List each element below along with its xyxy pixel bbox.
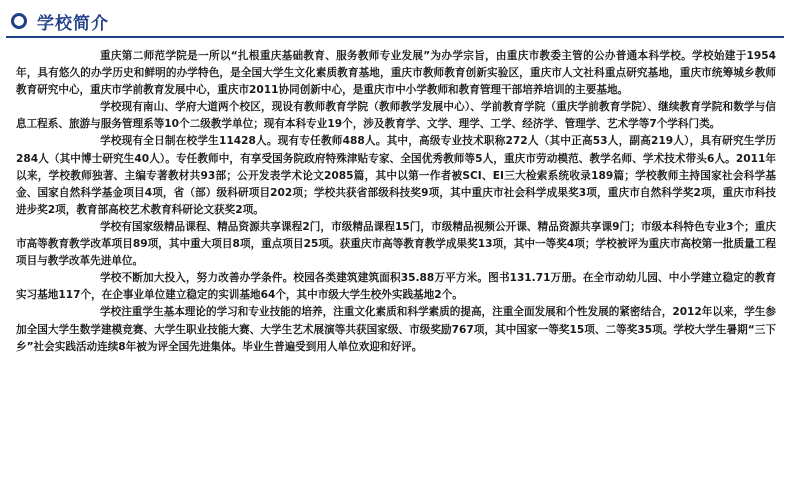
intro-paragraph-overview: 重庆第二师范学院是一所以“扎根重庆基础教育、服务教师专业发展”为办学宗旨，由重庆市教委主管的公办普通本科学校。学校始建于1954年，具有悠久的办学历史和鲜明的办学特色，是全国大学生文化素质教育基地，重庆市教师教育创新实验区，重庆市人文社科重点研究基地，重庆市统筹城乡教师教育研究中心，重庆市学前教育发展中心，重庆市2011协同创新中心，是重庆市中小学教师和教育管理干部培养培训的主要基地。	[16, 50, 776, 97]
intro-paragraph-courses: 学校有国家级精品课程、精品资源共享课程2门，市级精品课程15门，市级精品视频公开课、精品资源共享课9门；市级本科特色专业3个；重庆市高等教育教学改革项目89项，其中重大项目8项，重点项目25项。获重庆市高等教育教学成果奖13项，其中一等奖4项；学校被评为重庆市高校第一批质量工程项目与教学改革先进单位。	[16, 220, 776, 268]
section-title: 学校简介	[37, 14, 109, 34]
intro-paragraph-faculty: 学校现有全日制在校学生11428人。现有专任教师488人。其中，高级专业技术职称272人（其中正高53人，副高219人），具有研究生学历284人（其中博士研究生40人）。专任教师中，有享受国务院政府特殊津贴专家、全国优秀教师等5人，重庆市劳动模范、教学名师、学术技术带头6人。2011年以来，学校教师独著、主编专著教材共93部；公开发表学术论文2085篇，其中以第一作者被SCI、EI三大检索系统收录189篇；学校教师主持国家社会科学基金、国家自然科学基金项目4项，省（部）级科研项目202项；学校共获省部级科技奖9项，其中重庆市社会科学成果奖3项，重庆市自然科学奖2项，重庆市科技进步奖2项，教育部高校艺术教育科研论文获奖2项。	[16, 135, 776, 216]
intro-paragraph-students: 学校注重学生基本理论的学习和专业技能的培养，注重文化素质和科学素质的提高，注重全面发展和个性发展的紧密结合，2012年以来，学生参加全国大学生数学建模竞赛、大学生职业技能大赛、大学生艺术展演等共获国家级、市级奖励767项，其中国家一等奖15项、二等奖35项。学校大学生暑期“三下乡”社会实践活动连续8年被为评全国先进集体。毕业生普遍受到用人单位欢迎和好评。	[16, 306, 776, 353]
section-header	[6, 8, 786, 38]
intro-paragraph-facilities: 学校不断加大投入，努力改善办学条件。校园各类建筑建筑面积35.88万平方米。图书131.71万册。在全市动幼儿园、中小学建立稳定的教育实习基地117个，在企事业单位建立稳定的实训基地64个，其中市级大学生校外实践基地2个。	[16, 272, 776, 302]
intro-body	[16, 48, 776, 356]
circle-ring-icon	[11, 13, 27, 29]
intro-paragraph-campuses: 学校现有南山、学府大道两个校区，现设有教师教育学院（教师教学发展中心）、学前教育学院（重庆学前教育学院）、继续教育学院和数学与信息工程系、旅游与服务管理系等10个二级教学单位；现有本科专业19个，涉及教育学、文学、理学、工学、经济学、管理学、艺术学等7个学科门类。	[16, 101, 776, 131]
header-divider	[6, 36, 784, 38]
